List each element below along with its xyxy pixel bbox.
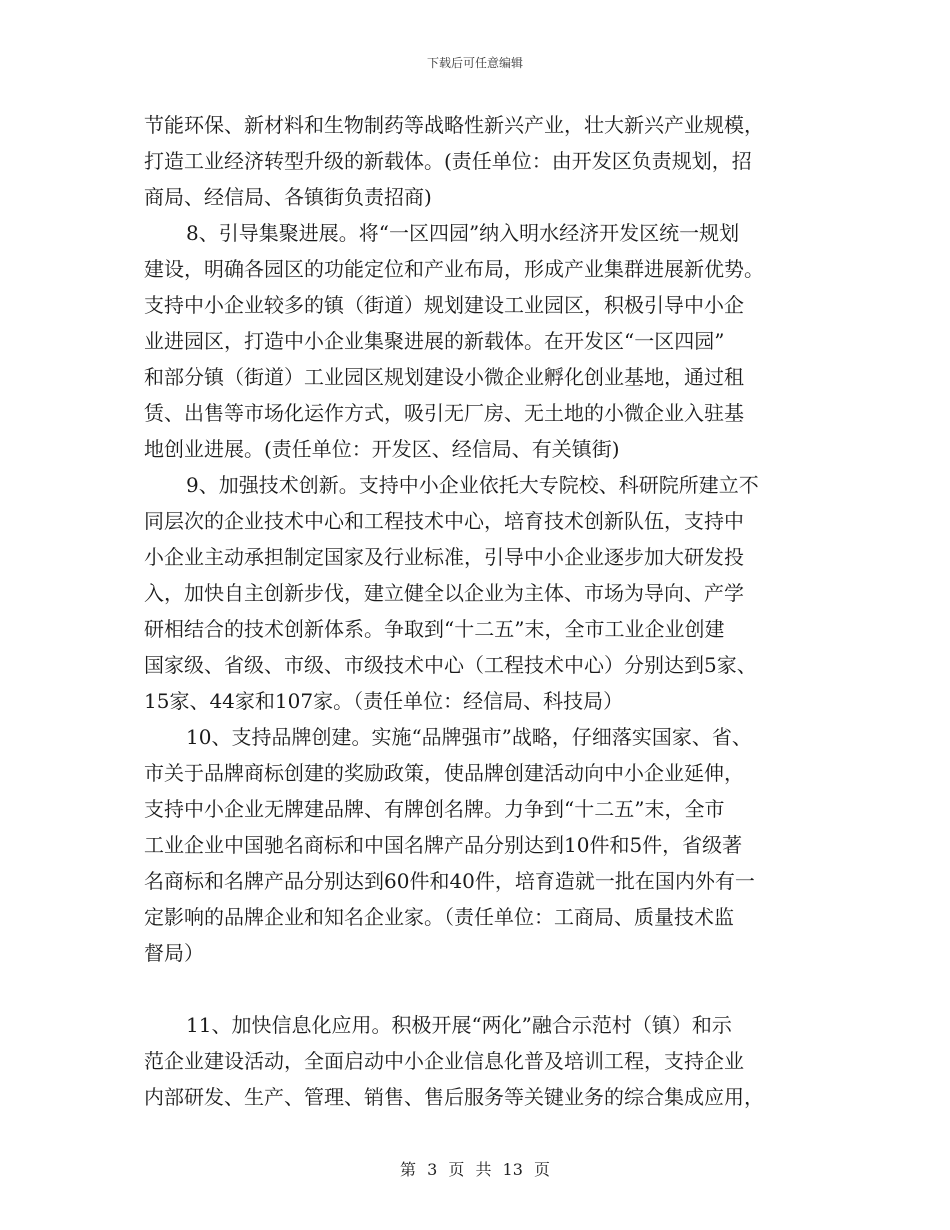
body-line: 市关于品牌商标创建的奖励政策，使品牌创建活动向中小企业延伸，	[144, 761, 744, 785]
body-line: 业进园区，打造中小企业集聚进展的新载体。在开发区“一区四园”	[144, 329, 725, 353]
body-line: 支持中小企业无牌建品牌、有牌创名牌。力争到“十二五”末，全市	[144, 797, 725, 821]
page-header: 下载后可任意编辑	[426, 56, 523, 70]
body-line: 建设，明确各园区的功能定位和产业布局，形成产业集群进展新优势。	[144, 257, 764, 281]
body-line: 范企业建设活动，全面启动中小企业信息化普及培训工程，支持企业	[144, 1049, 744, 1073]
body-line: 赁、出售等市场化运作方式，吸引无厂房、无土地的小微企业入驻基	[144, 401, 744, 425]
paragraph-10-heading-line: 10、支持品牌创建。实施“品牌强市”战略，仔细落实国家、省、	[186, 725, 752, 749]
paragraph-8-heading-line: 8、引导集聚进展。将“一区四园”纳入明水经济开发区统一规划	[186, 221, 740, 245]
paragraph-11-heading-line: 11、加快信息化应用。积极开展“两化”融合示范村（镇）和示	[186, 1013, 732, 1037]
body-line: 支持中小企业较多的镇（街道）规划建设工业园区，积极引导中小企	[144, 293, 744, 317]
paragraph-9-heading-line: 9、加强技术创新。支持中小企业依托大专院校、科研院所建立不	[186, 473, 759, 497]
body-line: 内部研发、生产、管理、销售、售后服务等关键业务的综合集成应用，	[144, 1085, 764, 1109]
body-line: 国家级、省级、市级、市级技术中心（工程技术中心）分别达到5家、	[144, 653, 757, 677]
body-line: 研相结合的技术创新体系。争取到“十二五”末，全市工业企业创建	[144, 617, 725, 641]
body-line: 名商标和名牌产品分别达到60件和40件，培育造就一批在国内外有一	[144, 869, 755, 893]
body-line: 节能环保、新材料和生物制药等战略性新兴产业，壮大新兴产业规模，	[144, 113, 764, 137]
body-line: 工业企业中国驰名商标和中国名牌产品分别达到10件和5件，省级著	[144, 833, 743, 857]
body-line: 15家、44家和107家。（责任单位：经信局、科技局）	[144, 689, 624, 713]
body-line: 同层次的企业技术中心和工程技术中心，培育技术创新队伍，支持中	[144, 509, 744, 533]
body-line: 商局、经信局、各镇街负责招商)	[144, 185, 432, 209]
body-line: 督局）	[144, 941, 204, 965]
body-line: 定影响的品牌企业和知名企业家。（责任单位：工商局、质量技术监	[144, 905, 734, 929]
body-line: 地创业进展。(责任单位：开发区、经信局、有关镇街)	[144, 437, 620, 461]
page-footer: 第 3 页 共 13 页	[400, 1160, 550, 1179]
body-line: 入，加快自主创新步伐，建立健全以企业为主体、市场为导向、产学	[144, 581, 744, 605]
body-line: 小企业主动承担制定国家及行业标准，引导中小企业逐步加大研发投	[144, 545, 744, 569]
body-line: 打造工业经济转型升级的新载体。(责任单位：由开发区负责规划，招	[144, 149, 752, 173]
body-line: 和部分镇（街道）工业园区规划建设小微企业孵化创业基地，通过租	[144, 365, 744, 389]
